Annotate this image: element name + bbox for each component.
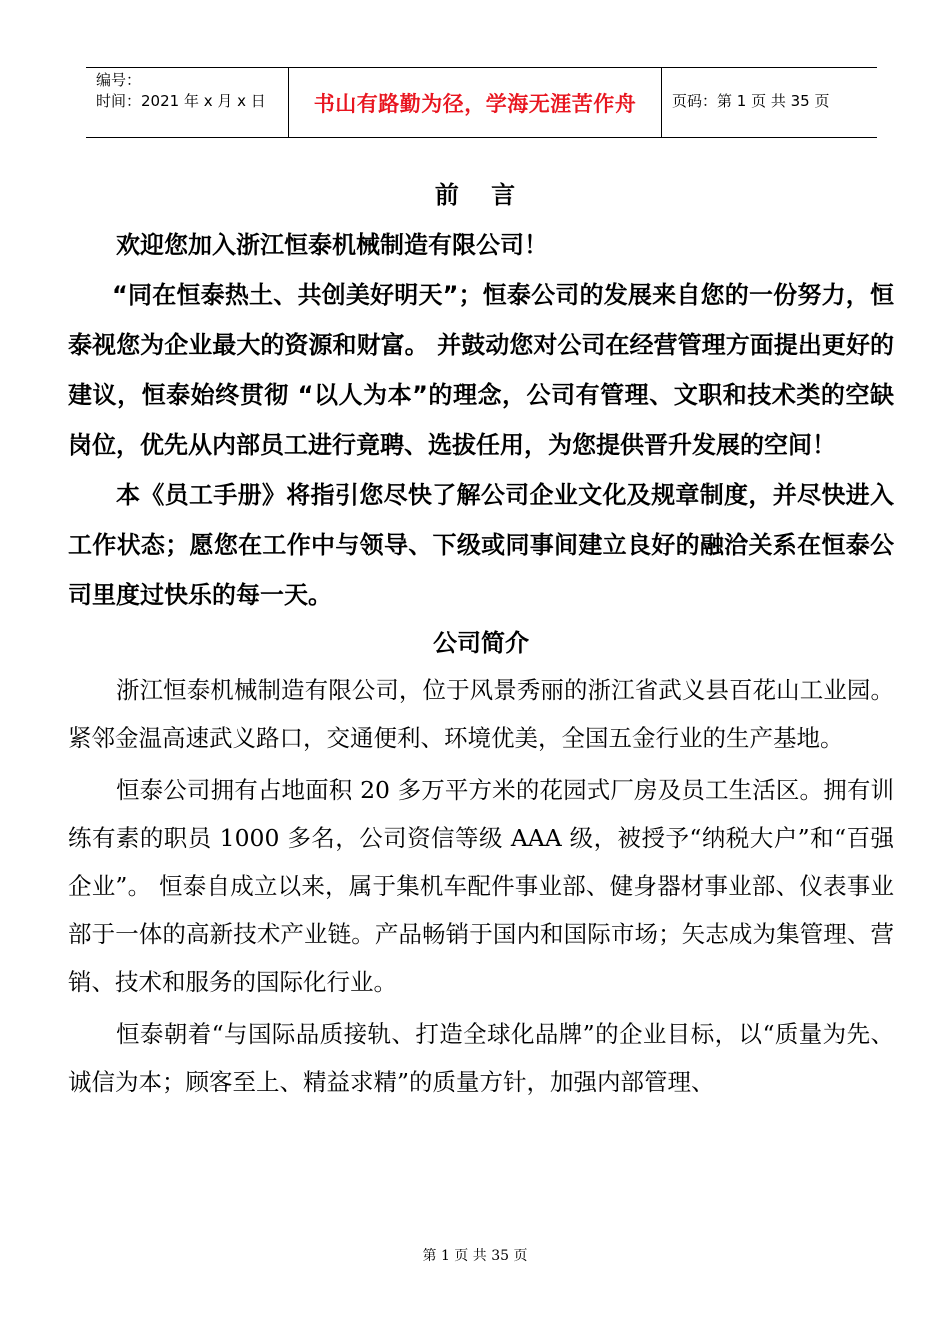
time-label: 时间：2021 年 x 月 x 日: [96, 92, 266, 110]
header-motto-cell: [288, 68, 662, 137]
motto-text: 书山有路勤为径，学海无涯苦作舟: [313, 91, 637, 116]
header-meta: [86, 68, 288, 137]
intro-paragraph-3: 恒泰朝着“与国际品质接轨、打造全球化品牌”的企业目标，以“质量为先、诚信为本；顾客至上、精益求精”的质量方针，加强内部管理、: [68, 1020, 894, 1096]
intro-title: 公司简介: [433, 629, 529, 657]
intro-paragraph-2: 恒泰公司拥有占地面积 20 多万平方米的花园式厂房及员工生活区。拥有训练有素的职员 1000 多名，公司资信等级 AAA 级，被授予“纳税大户”和“百强企业”。 恒泰自成立以来，属于集机车配件事业部、健身器材事业部、仪表事业部于一体的高新技术产业链。产品畅销于国内和国际市场；矢志成为集管理、营销、技术和服务的国际化行业。: [68, 776, 894, 996]
document-body: [68, 170, 894, 1110]
header-table: [86, 67, 877, 138]
preface-paragraph-1: “同在恒泰热土、共创美好明天”；恒泰公司的发展来自您的一份努力，恒泰视您为企业最大的资源和财富。 并鼓动您对公司在经营管理方面提出更好的建议，恒泰始终贯彻 “以人为本”的理念，公司有管理、文职和技术类的空缺岗位，优先从内部员工进行竟聘、选拔任用，为您提供晋升发展的空间！: [68, 281, 894, 459]
preface-title: 前 言: [434, 181, 528, 209]
preface-paragraph-2: 本《员工手册》将指引您尽快了解公司企业文化及规章制度，并尽快进入工作状态；愿您在工作中与领导、下级或同事间建立良好的融洽关系在恒泰公司里度过快乐的每一天。: [68, 481, 894, 609]
welcome-line: 欢迎您加入浙江恒泰机械制造有限公司！: [116, 231, 548, 259]
page-info: 页码：第 1 页 共 35 页: [672, 92, 830, 110]
page-footer: 第 1 页 共 35 页: [422, 1248, 528, 1264]
intro-paragraph-1: 浙江恒泰机械制造有限公司，位于风景秀丽的浙江省武义县百花山工业园。紧邻金温高速武义路口，交通便利、环境优美，全国五金行业的生产基地。: [68, 676, 894, 752]
number-label: 编号：: [96, 71, 142, 89]
header-page-cell: [662, 68, 877, 137]
